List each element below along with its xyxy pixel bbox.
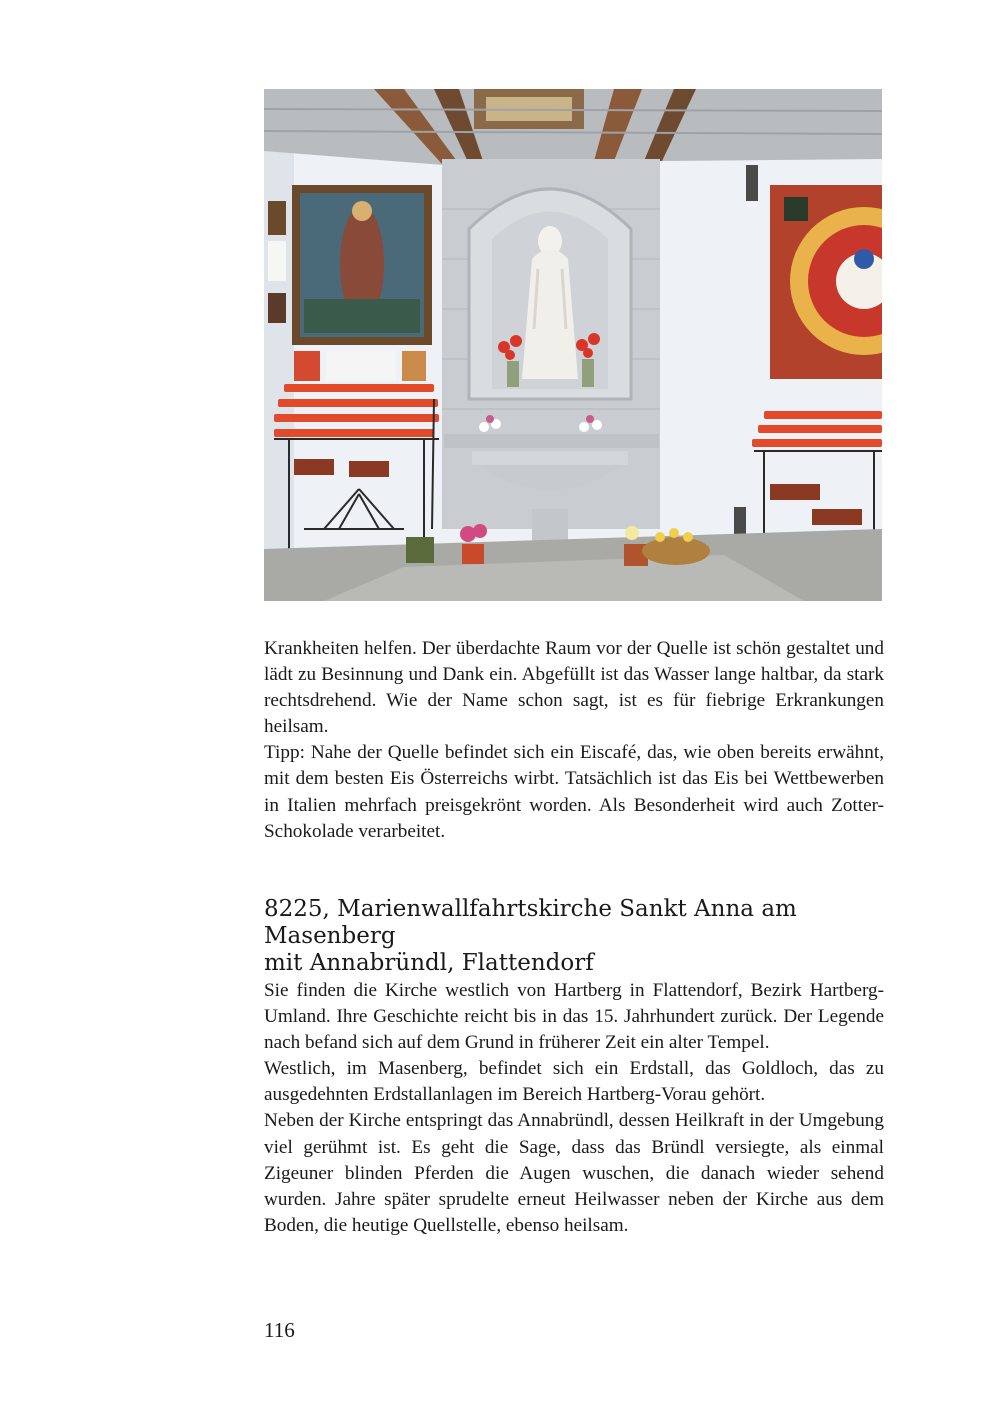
paragraph: Krankheiten helfen. Der überdachte Raum vor der Quelle ist schön gestaltet und lädt zu Besinnung und Dank ein. Abgefüllt ist das Wasser lange haltbar, da stark rechtsdrehend. Wie der Name schon sagt, ist es für fiebrige Erkrankungen heilsam.	[264, 638, 884, 738]
heading-line-2: mit Annabründl, Flattendorf	[264, 950, 594, 976]
tip-paragraph: Tipp: Nahe der Quelle befindet sich ein Eiscafé, das, wie oben bereits erwähnt, mit dem besten Eis Österreichs wirbt. Tatsächlich ist das Eis bei Wettbewerben in Italien mehrfach preisgekrönt worden. Als Besonderheit wird auch Zotter-Schokolade verarbeitet.	[264, 742, 884, 842]
heading-line-1: 8225, Marienwallfahrtskirche Sankt Anna am Masenberg	[264, 896, 797, 949]
paragraph: Westlich, im Masenberg, befindet sich ein Erdstall, das Goldloch, das zu ausgedehnten Erdstallanlagen im Bereich Hartberg-Vorau gehört.	[264, 1058, 884, 1106]
page-number: 116	[264, 1318, 295, 1342]
shrine-photo	[264, 89, 882, 601]
section-heading	[264, 896, 904, 977]
paragraph: Sie finden die Kirche westlich von Hartberg in Flattendorf, Bezirk Hartberg-Umland. Ihre Geschichte reicht bis in das 15. Jahrhundert zurück. Der Legende nach befand sich auf dem Grund in früherer Zeit ein alter Tempel.	[264, 980, 884, 1054]
continuation-paragraphs	[264, 636, 884, 845]
section-paragraphs	[264, 978, 884, 1239]
paragraph: Neben der Kirche entspringt das Annabründl, dessen Heilkraft in der Umgebung viel gerühmt ist. Es geht die Sage, dass das Bründl versiegte, als einmal Zigeuner blinden Pferden die Augen wuschen, die danach wieder sehend wurden. Jahre später sprudelte erneut Heilwasser neben der Kirche aus dem Boden, die heutige Quellstelle, ebenso heilsam.	[264, 1110, 884, 1236]
